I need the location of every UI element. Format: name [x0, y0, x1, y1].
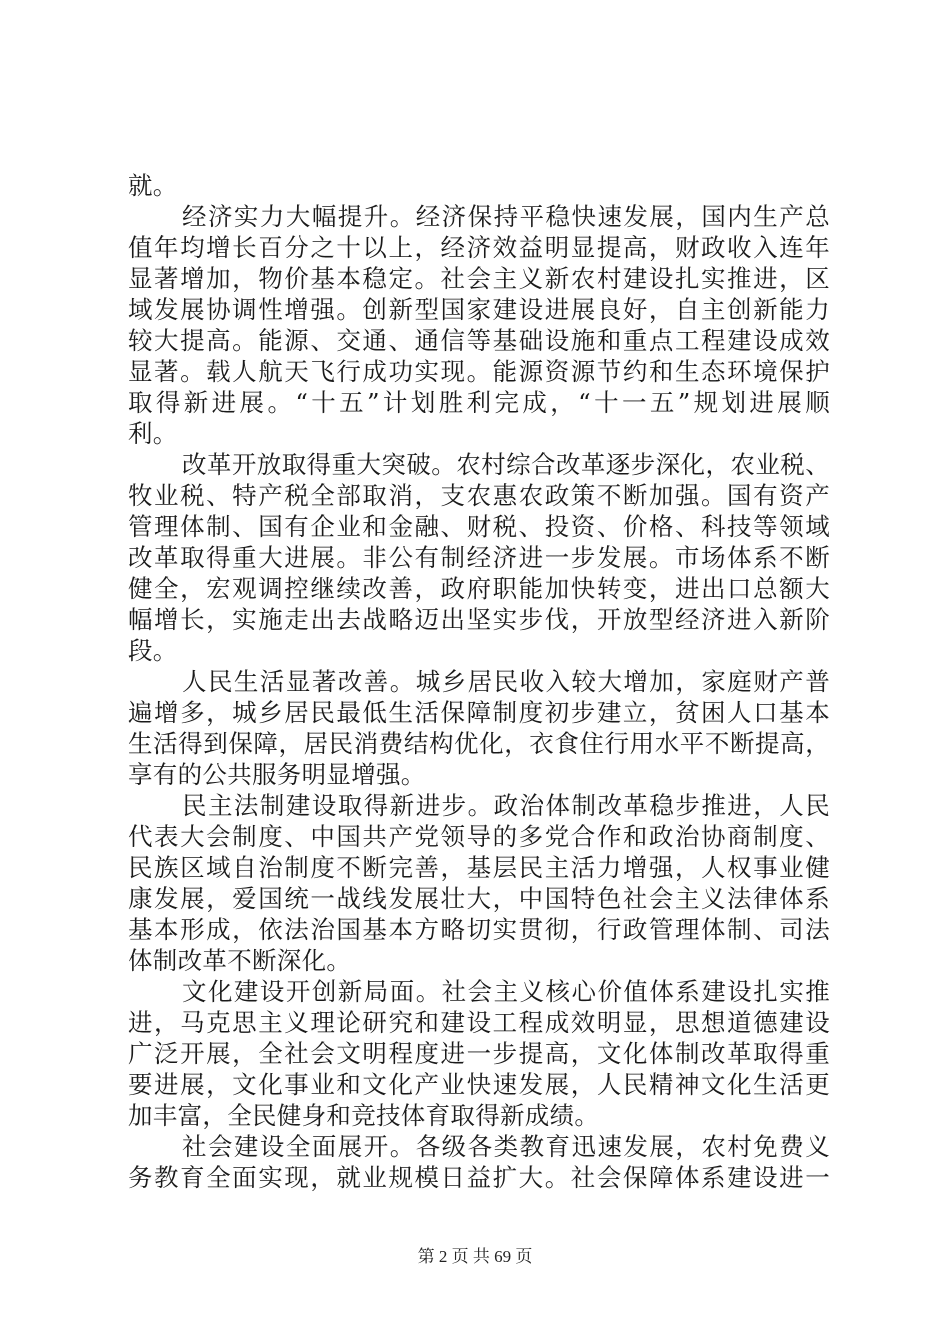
page-footer: 第 2 页 共 69 页	[417, 1247, 533, 1266]
text-line: 体制改革不断深化。	[128, 946, 352, 975]
text-line: 取得新进展。“十五”计划胜利完成，“十一五”规划进展顺	[128, 388, 830, 417]
text-line: 显著增加，物价基本稳定。社会主义新农村建设扎实推进，区	[128, 264, 830, 293]
text-line: 段。	[128, 636, 178, 665]
text-line: 社会建设全面展开。各级各类教育迅速发展，农村免费义	[182, 1132, 830, 1161]
text-line: 域发展协调性增强。创新型国家建设进展良好，自主创新能力	[128, 295, 830, 324]
text-line: 文化建设开创新局面。社会主义核心价值体系建设扎实推	[182, 977, 830, 1006]
text-line: 利。	[128, 419, 178, 448]
document-body	[128, 170, 830, 1193]
text-line: 享有的公共服务明显增强。	[128, 760, 426, 789]
text-line: 务教育全面实现，就业规模日益扩大。社会保障体系建设进一	[128, 1163, 830, 1192]
text-line: 健全，宏观调控继续改善，政府职能加快转变，进出口总额大	[128, 574, 830, 603]
text-line: 基本形成，依法治国基本方略切实贯彻，行政管理体制、司法	[128, 915, 830, 944]
text-line: 生活得到保障，居民消费结构优化，衣食住行用水平不断提高，	[128, 729, 830, 758]
text-line: 加丰富，全民健身和竞技体育取得新成绩。	[128, 1101, 600, 1130]
text-line: 就。	[128, 171, 178, 200]
text-line: 幅增长，实施走出去战略迈出坚实步伐，开放型经济进入新阶	[128, 605, 830, 634]
text-line: 民族区域自治制度不断完善，基层民主活力增强，人权事业健	[128, 853, 830, 882]
text-line: 较大提高。能源、交通、通信等基础设施和重点工程建设成效	[128, 326, 830, 355]
text-line: 代表大会制度、中国共产党领导的多党合作和政治协商制度、	[128, 822, 830, 851]
text-line: 经济实力大幅提升。经济保持平稳快速发展，国内生产总	[182, 202, 830, 231]
text-line: 改革取得重大进展。非公有制经济进一步发展。市场体系不断	[128, 543, 830, 572]
text-line: 遍增多，城乡居民最低生活保障制度初步建立，贫困人口基本	[128, 698, 830, 727]
text-line: 康发展，爱国统一战线发展壮大，中国特色社会主义法律体系	[128, 884, 830, 913]
text-line: 牧业税、特产税全部取消，支农惠农政策不断加强。国有资产	[128, 481, 830, 510]
text-line: 人民生活显著改善。城乡居民收入较大增加，家庭财产普	[182, 667, 830, 696]
text-line: 显著。载人航天飞行成功实现。能源资源节约和生态环境保护	[128, 357, 830, 386]
text-line: 管理体制、国有企业和金融、财税、投资、价格、科技等领域	[128, 512, 830, 541]
text-line: 改革开放取得重大突破。农村综合改革逐步深化，农业税、	[182, 450, 830, 479]
text-line: 要进展，文化事业和文化产业快速发展，人民精神文化生活更	[128, 1070, 830, 1099]
text-line: 广泛开展，全社会文明程度进一步提高，文化体制改革取得重	[128, 1039, 830, 1068]
text-line: 进，马克思主义理论研究和建设工程成效明显，思想道德建设	[128, 1008, 830, 1037]
text-line: 民主法制建设取得新进步。政治体制改革稳步推进，人民	[182, 791, 830, 820]
text-line: 值年均增长百分之十以上，经济效益明显提高，财政收入连年	[128, 233, 830, 262]
